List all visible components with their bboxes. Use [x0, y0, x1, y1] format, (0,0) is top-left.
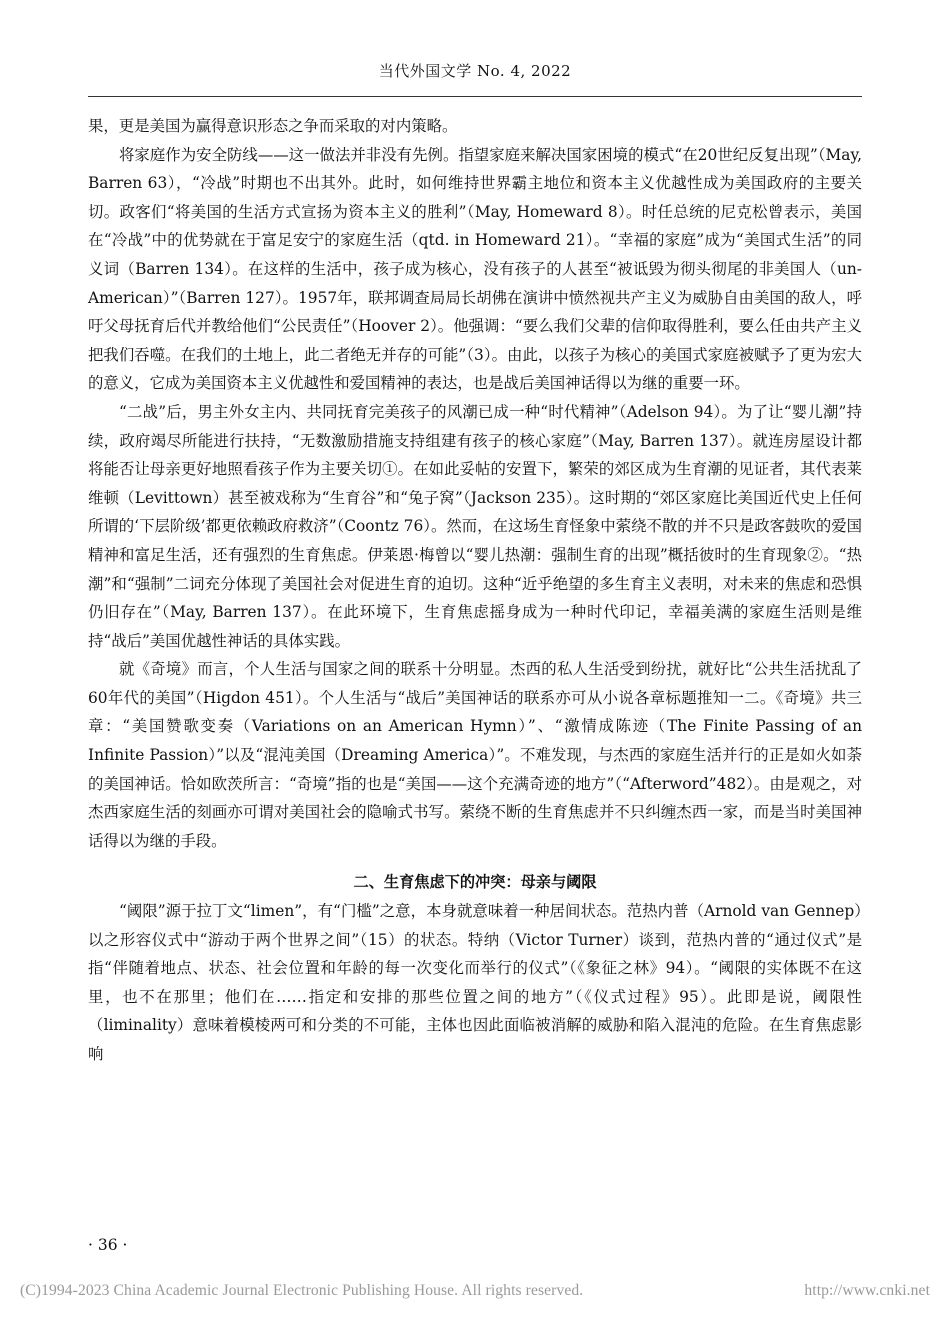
header-rule: [88, 96, 862, 97]
copyright-footer: [20, 1282, 930, 1300]
article-body: [88, 112, 862, 1069]
paragraph: “二战”后，男主外女主内、共同抚育完美孩子的风潮已成一种“时代精神”（Adelson 94）。为了让“婴儿潮”持续，政府竭尽所能进行扶持，“无数激励措施支持组建有孩子的核心家庭”（May, Barren 137）。就连房屋设计都将能否让母亲更好地照看孩子作为主要关切①。在如此妥帖的安置下，繁荣的郊区成为生育潮的见证者，其代表莱维顿（Levittown）甚至被戏称为“生育谷”和“兔子窝”（Jackson 235）。这时期的“郊区家庭比美国近代史上任何所谓的‘下层阶级’都更依赖政府救济”（Coontz 76）。然而，在这场生育怪象中萦绕不散的并不只是政客鼓吹的爱国精神和富足生活，还有强烈的生育焦虑。伊莱恩·梅曾以“婴儿热潮：强制生育的出现”概括彼时的生育现象②。“热潮”和“强制”二词充分体现了美国社会对促进生育的迫切。这种“近乎绝望的多生育主义表明，对未来的焦虑和恐惧仍旧存在”（May, Barren 137）。在此环境下，生育焦虑摇身成为一种时代印记，幸福美满的家庭生活则是维持“战后”美国优越性神话的具体实践。: [88, 402, 862, 650]
paragraph: 将家庭作为安全防线——这一做法并非没有先例。指望家庭来解决国家困境的模式“在20世纪反复出现”（May, Barren 63），“冷战”时期也不出其外。此时，如何维持世界霸主地位和资本主义优越性成为美国政府的主要关切。政客们“将美国的生活方式宣扬为资本主义的胜利”（May, Homeward 8）。时任总统的尼克松曾表示，美国在“冷战”中的优势就在于富足安宁的家庭生活（qtd. in Homeward 21）。“幸福的家庭”成为“美国式生活”的同义词（Barren 134）。在这样的生活中，孩子成为核心，没有孩子的人甚至“被诋毁为彻头彻尾的非美国人（un-American）”（Barren 127）。1957年，联邦调查局局长胡佛在演讲中愤然视共产主义为威胁自由美国的敌人，呼吁父母抚育后代并教给他们“公民责任”（Hoover 2）。他强调：“要么我们父辈的信仰取得胜利，要么任由共产主义把我们吞噬。在我们的土地上，此二者绝无并存的可能”（3）。由此，以孩子为核心的美国式家庭被赋予了更为宏大的意义，它成为美国资本主义优越性和爱国精神的表达，也是战后美国神话得以为继的重要一环。: [88, 145, 862, 393]
paragraph: “阈限”源于拉丁文“limen”，有“门槛”之意，本身就意味着一种居间状态。范热内普（Arnold van Gennep）以之形容仪式中“游动于两个世界之间”（15）的状态。特纳（Victor Turner）谈到，范热内普的“通过仪式”是指“伴随着地点、状态、社会位置和年龄的每一次变化而举行的仪式”（《象征之林》94）。“阈限的实体既不在这里，也不在那里；他们在……指定和安排的那些位置之间的地方”（《仪式过程》95）。此即是说，阈限性（liminality）意味着模棱两可和分类的不可能，主体也因此面临被消解的威胁和陷入混沌的危险。在生育焦虑影响: [88, 902, 862, 1063]
copyright-notice: (C)1994-2023 China Academic Journal Electronic Publishing House. All rights reserved.: [20, 1282, 584, 1299]
section-heading: 二、生育焦虑下的冲突：母亲与阈限: [353, 873, 597, 892]
page-number: · 36 ·: [88, 1236, 128, 1254]
cnki-link[interactable]: http://www.cnki.net: [804, 1282, 930, 1299]
paragraph: 就《奇境》而言，个人生活与国家之间的联系十分明显。杰西的私人生活受到纷扰，就好比“公共生活扰乱了60年代的美国”（Higdon 451）。个人生活与“战后”美国神话的联系亦可从小说各章标题推知一二。《奇境》共三章：“美国赞歌变奏（Variations on an American Hymn）”、“激情成陈迹（The Finite Passing of an Infinite Passion）”以及“混沌美国（Dreaming America）”。不难发现，与杰西的家庭生活并行的正是如火如荼的美国神话。恰如欧茨所言：“奇境”指的也是“美国——这个充满奇迹的地方”（“Afterword”482）。由是观之，对杰西家庭生活的刻画亦可谓对美国社会的隐喻式书写。萦绕不断的生育焦虑并不只纠缠杰西一家，而是当时美国神话得以为继的手段。: [88, 660, 862, 850]
running-header: 当代外国文学 No. 4, 2022: [378, 62, 572, 80]
paragraph: 果，更是美国为赢得意识形态之争而采取的对内策略。: [88, 117, 458, 135]
